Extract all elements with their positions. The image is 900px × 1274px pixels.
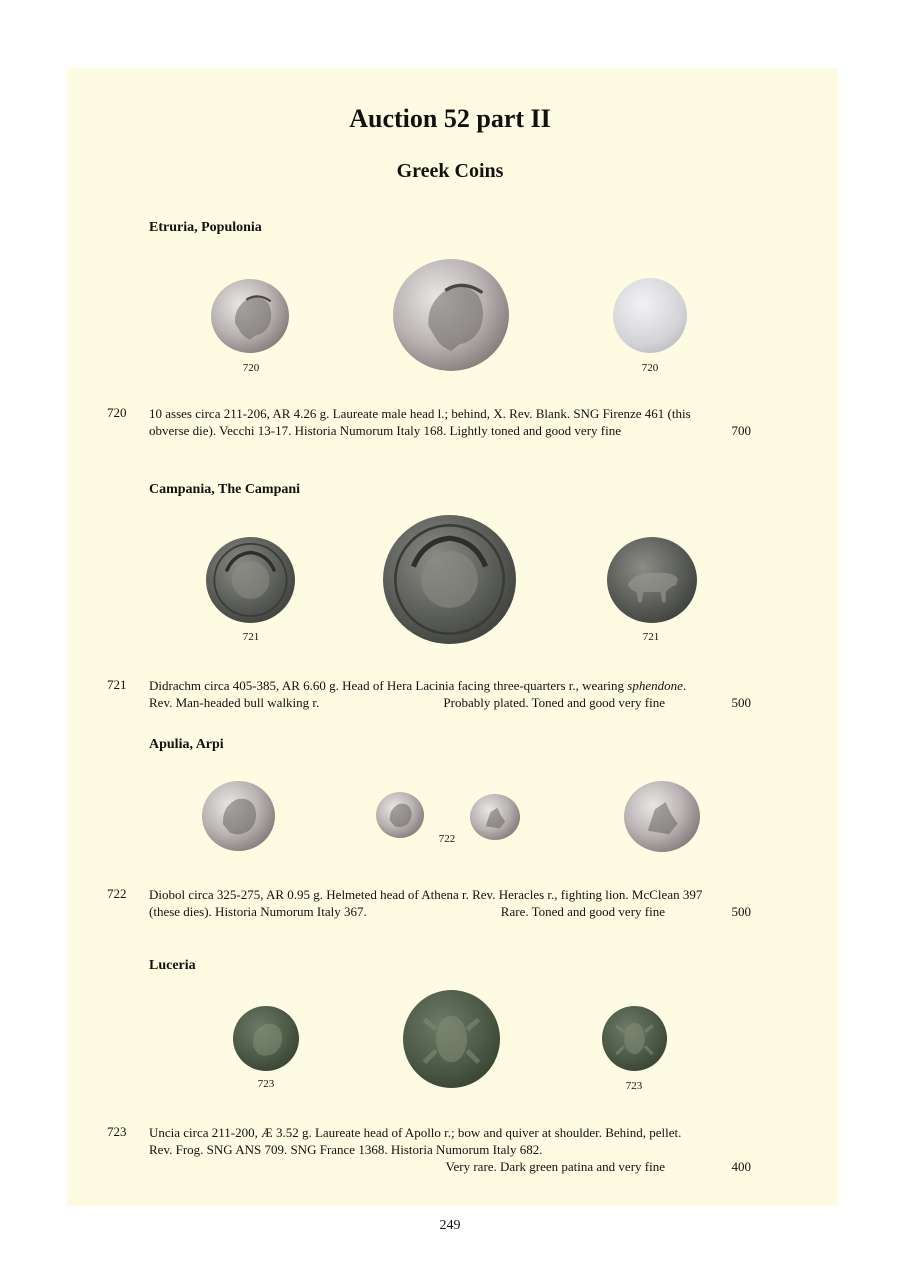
coin-caption: 720	[641, 362, 659, 374]
page-number: 249	[439, 1218, 461, 1233]
bull-reverse-coin-icon	[607, 537, 697, 623]
coin-caption: 723	[257, 1078, 275, 1090]
lot-description-line	[149, 422, 751, 439]
hera-facing-coin-icon	[206, 537, 295, 623]
lot-description-line	[149, 1158, 751, 1175]
coin-caption: 721	[642, 631, 660, 643]
lot-number: 722	[107, 886, 127, 901]
lot-price: 700	[731, 423, 751, 438]
page-title: Auction 52 part II	[349, 104, 551, 133]
lot-number: 721	[107, 677, 127, 692]
frog-reverse-enlarged-coin-icon	[403, 990, 500, 1088]
lot-description	[149, 886, 751, 920]
lot-description-line	[149, 903, 751, 920]
section-heading-apulia: Apulia, Arpi	[149, 737, 224, 752]
lot-description-line: Uncia circa 211-200, Æ 3.52 g. Laureate head of Apollo r.; bow and quiver at shoulder. Behind, pellet.	[149, 1125, 682, 1140]
page-subtitle: Greek Coins	[396, 160, 504, 182]
frog-reverse-coin-icon	[602, 1006, 667, 1071]
lot-description-line: Rev. Frog. SNG ANS 709. SNG France 1368. Historia Numorum Italy 682.	[149, 1142, 543, 1157]
section-heading-etruria: Etruria, Populonia	[149, 220, 262, 235]
lot-description	[149, 405, 751, 439]
athena-head-enlarged-coin-icon	[202, 781, 275, 851]
blank-reverse-coin-icon	[613, 278, 687, 353]
lot-number: 720	[107, 405, 127, 420]
lot-description-line	[149, 694, 751, 711]
lot-condition: Rare. Toned and good very fine	[500, 904, 665, 919]
section-heading-luceria: Luceria	[149, 958, 196, 973]
lot-description-text: Didrachm circa 405-385, AR 6.60 g. Head of Hera Lacinia facing three-quarters r., wearing	[149, 678, 628, 693]
coin-caption: 723	[625, 1080, 643, 1092]
lot-price: 500	[731, 904, 751, 919]
lot-description	[149, 677, 751, 711]
lot-price: 500	[731, 695, 751, 710]
lot-condition: Probably plated. Toned and good very fine	[443, 695, 665, 710]
male-head-obverse-coin-icon	[211, 279, 289, 353]
heracles-lion-enlarged-coin-icon	[624, 781, 700, 852]
lot-description-text: (these dies). Historia Numorum Italy 367.	[149, 904, 367, 919]
lot-description-text: Rev. Man-headed bull walking r.	[149, 695, 320, 710]
athena-head-coin-icon	[376, 792, 424, 838]
coin-caption: 722	[438, 833, 456, 845]
lot-description-line: Diobol circa 325-275, AR 0.95 g. Helmeted head of Athena r. Rev. Heracles r., fighting lion. McClean 397	[149, 887, 703, 902]
apollo-head-coin-icon	[233, 1006, 299, 1071]
lot-description-text: obverse die). Vecchi 13-17. Historia Numorum Italy 168. Lightly toned and good very fine	[149, 423, 621, 438]
male-head-obverse-enlarged-coin-icon	[393, 259, 509, 371]
hera-facing-enlarged-coin-icon	[383, 515, 516, 644]
lot-number: 723	[107, 1124, 127, 1139]
lot-price: 400	[731, 1159, 751, 1174]
lot-description-text: .	[682, 678, 687, 693]
lot-description-line: 10 asses circa 211-206, AR 4.26 g. Laureate male head l.; behind, X. Rev. Blank. SNG Firenze 461 (this	[149, 406, 691, 421]
coin-caption: 721	[242, 631, 260, 643]
lot-description	[149, 1124, 751, 1175]
section-heading-campania: Campania, The Campani	[149, 482, 301, 497]
lot-condition: Very rare. Dark green patina and very fine	[445, 1159, 665, 1174]
lot-description-italic: sphendone	[627, 678, 683, 693]
lot-description-line	[149, 677, 751, 694]
coin-caption: 720	[242, 362, 260, 374]
heracles-lion-coin-icon	[470, 794, 520, 840]
